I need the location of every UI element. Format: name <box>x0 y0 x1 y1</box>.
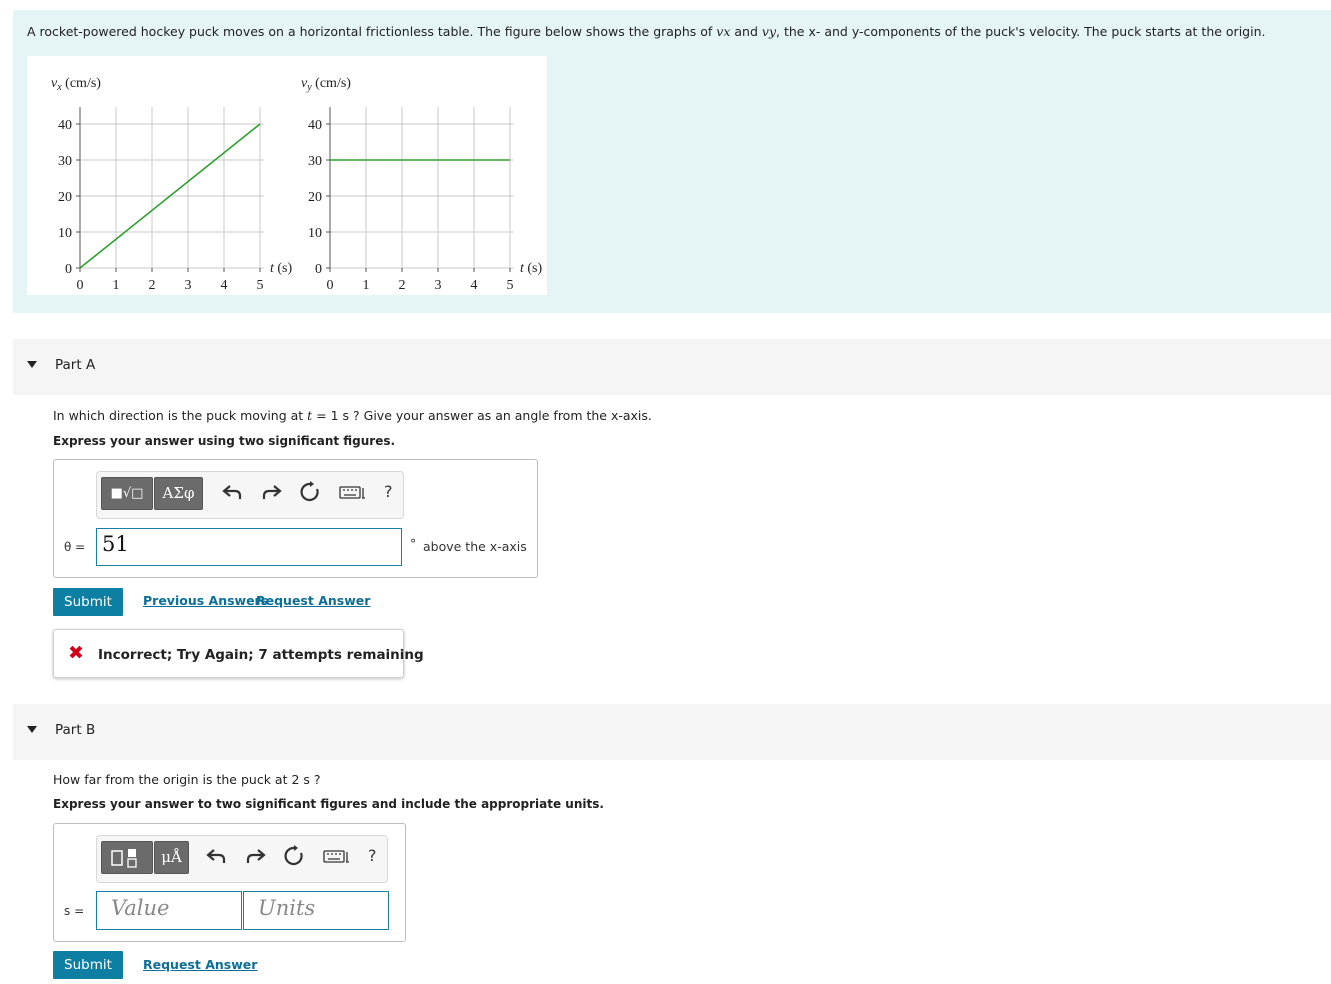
incorrect-feedback <box>53 629 424 678</box>
part-a-header[interactable] <box>13 339 1331 395</box>
x-tick-label: 4 <box>470 278 478 293</box>
y-tick-label: 20 <box>58 190 72 205</box>
y-tick-label: 40 <box>308 118 322 133</box>
y-tick-label: 0 <box>315 262 322 277</box>
theta-answer-input[interactable] <box>96 528 402 566</box>
value-input[interactable] <box>96 891 242 930</box>
part-b-answer-box <box>53 823 406 942</box>
x-tick-label: 2 <box>398 278 406 293</box>
y-tick-label: 10 <box>308 226 322 241</box>
part-a-question: In which direction is the puck moving at t = 1 s ? Give your answer as an angle from the x-axis. <box>53 408 652 423</box>
templates-button[interactable]: ■√□ <box>101 477 153 510</box>
y-tick-label: 20 <box>308 190 322 205</box>
x-tick-label: 5 <box>256 278 264 293</box>
unit-description: above the x-axis <box>423 539 527 554</box>
part-b-request-answer-link[interactable]: Request Answer <box>143 957 258 972</box>
graph-vy <box>301 76 543 293</box>
symbols-button[interactable]: ΑΣφ <box>154 477 203 510</box>
x-tick-label: 0 <box>326 278 334 293</box>
units-input[interactable] <box>243 891 389 930</box>
help-icon[interactable]: ? <box>384 482 393 501</box>
x-axis-title: t (s) <box>270 261 293 276</box>
part-b-instruction: Express your answer to two significant figures and include the appropriate units. <box>53 797 604 811</box>
x-tick-label: 0 <box>76 278 84 293</box>
x-tick-label: 3 <box>184 278 192 293</box>
part-b-question: How far from the origin is the puck at 2 s ? <box>53 772 321 787</box>
undo-icon[interactable] <box>205 844 229 868</box>
part-a-toolbar <box>96 471 404 519</box>
velocity-graphs <box>27 56 547 295</box>
y-axis-title: $v_x$ (cm/s) <box>51 76 101 93</box>
help-icon[interactable]: ? <box>368 846 377 865</box>
previous-answers-link[interactable]: Previous Answers <box>143 593 269 608</box>
part-b-toolbar <box>96 835 388 883</box>
y-tick-label: 40 <box>58 118 72 133</box>
problem-intro <box>13 10 1331 313</box>
collapse-triangle-icon[interactable] <box>27 726 37 733</box>
x-axis-title: t (s) <box>520 261 543 276</box>
graph-vx <box>51 76 293 293</box>
reset-icon[interactable] <box>282 844 306 868</box>
collapse-triangle-icon[interactable] <box>27 361 37 368</box>
s-label: s = <box>64 904 85 918</box>
degree-unit: ° <box>410 536 417 551</box>
templates-icon <box>102 842 152 873</box>
keyboard-icon[interactable] <box>338 480 368 504</box>
part-a-request-answer-link[interactable]: Request Answer <box>256 593 371 608</box>
part-a-answer-box <box>53 459 538 578</box>
redo-icon[interactable] <box>259 480 283 504</box>
y-tick-label: 10 <box>58 226 72 241</box>
problem-statement: A rocket-powered hockey puck moves on a horizontal frictionless table. The figure below shows the graphs of vx and vy, the x- and y-components of the puck's velocity. The puck starts at the origin. <box>27 24 1266 39</box>
velocity-graphs-figure <box>27 56 547 295</box>
part-a-instruction: Express your answer using two significant figures. <box>53 434 396 448</box>
reset-icon[interactable] <box>298 480 322 504</box>
y-tick-label: 0 <box>65 262 72 277</box>
x-tick-label: 2 <box>148 278 156 293</box>
feedback-message: Incorrect; Try Again; 7 attempts remaining <box>98 647 424 663</box>
units-placeholder: Units <box>258 896 316 920</box>
value-placeholder: Value <box>111 896 170 920</box>
y-tick-label: 30 <box>58 154 72 169</box>
error-x-icon: ✖ <box>68 642 84 664</box>
x-tick-label: 5 <box>506 278 514 293</box>
x-tick-label: 3 <box>434 278 442 293</box>
templates-button[interactable] <box>101 841 153 874</box>
part-b-title: Part B <box>55 722 96 738</box>
y-axis-title: $v_y$ (cm/s) <box>301 76 351 93</box>
redo-icon[interactable] <box>243 844 267 868</box>
theta-label: θ = <box>64 540 86 554</box>
y-tick-label: 30 <box>308 154 322 169</box>
x-tick-label: 1 <box>112 278 120 293</box>
part-a-submit-button[interactable]: Submit <box>53 588 123 616</box>
keyboard-icon[interactable] <box>322 844 352 868</box>
undo-icon[interactable] <box>221 480 245 504</box>
theta-value: 51 <box>102 532 129 556</box>
part-b-submit-button[interactable]: Submit <box>53 951 123 979</box>
units-button[interactable]: μÅ <box>154 841 189 874</box>
x-tick-label: 1 <box>362 278 370 293</box>
part-a-title: Part A <box>55 357 96 373</box>
part-b-header[interactable] <box>13 704 1331 760</box>
x-tick-label: 4 <box>220 278 228 293</box>
